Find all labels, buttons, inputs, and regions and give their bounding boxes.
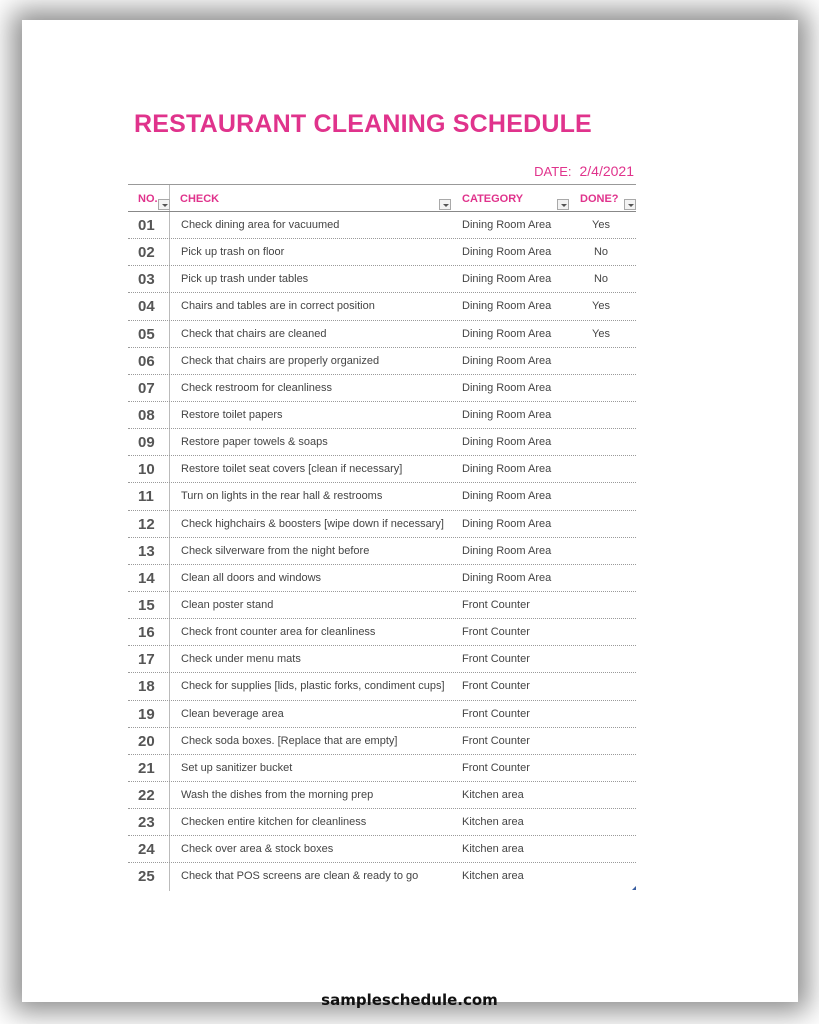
- filter-dropdown-icon[interactable]: [158, 199, 170, 210]
- date-row: [128, 163, 634, 179]
- table-row: [128, 619, 636, 646]
- category-cell: Dining Room Area: [462, 381, 552, 394]
- row-number: 22: [138, 786, 155, 804]
- done-cell: Yes: [592, 300, 610, 313]
- row-number: 06: [138, 352, 155, 370]
- row-number: 13: [138, 542, 155, 560]
- table-row: [128, 592, 636, 619]
- table-row: [128, 212, 636, 239]
- category-cell: Dining Room Area: [462, 544, 552, 557]
- filter-dropdown-icon[interactable]: [624, 199, 636, 210]
- row-number: 16: [138, 624, 155, 642]
- row-number: 08: [138, 406, 155, 424]
- check-item: Check that POS screens are clean & ready to go: [181, 870, 419, 883]
- table-row: [128, 863, 636, 890]
- row-number: 23: [138, 814, 155, 832]
- date-label: DATE:: [534, 164, 572, 179]
- row-number: 18: [138, 678, 155, 696]
- table-row: [128, 483, 636, 510]
- table-row: [128, 728, 636, 755]
- category-cell: Kitchen area: [462, 788, 524, 801]
- check-item: Chairs and tables are in correct position: [181, 300, 375, 313]
- row-number: 03: [138, 271, 155, 289]
- category-cell: Front Counter: [462, 734, 530, 747]
- table-row: [128, 239, 636, 266]
- category-cell: Dining Room Area: [462, 300, 552, 313]
- header-check: CHECK: [180, 193, 220, 205]
- table-row: [128, 782, 636, 809]
- row-number: 19: [138, 705, 155, 723]
- check-item: Check restroom for cleanliness: [181, 381, 333, 394]
- check-item: Set up sanitizer bucket: [181, 761, 293, 774]
- row-number: 05: [138, 325, 155, 343]
- table-row: [128, 701, 636, 728]
- table-row: [128, 673, 636, 700]
- check-item: Turn on lights in the rear hall & restrooms: [181, 490, 383, 503]
- row-number: 11: [138, 488, 154, 506]
- category-cell: Front Counter: [462, 626, 530, 639]
- row-number: 14: [138, 569, 155, 587]
- header-done: DONE?: [580, 193, 619, 205]
- check-item: Restore toilet seat covers [clean if necessary]: [181, 463, 403, 476]
- category-cell: Dining Room Area: [462, 354, 552, 367]
- row-number: 09: [138, 434, 155, 452]
- category-cell: Dining Room Area: [462, 327, 552, 340]
- cleaning-table: [128, 184, 636, 891]
- check-item: Wash the dishes from the morning prep: [181, 788, 374, 801]
- filter-dropdown-icon[interactable]: [439, 199, 451, 210]
- check-item: Check dining area for vacuumed: [181, 219, 340, 231]
- check-item: Pick up trash under tables: [181, 273, 309, 286]
- table-row: [128, 755, 636, 782]
- table-row: [128, 348, 636, 375]
- table-row: [128, 511, 636, 538]
- check-item: Check over area & stock boxes: [181, 843, 334, 856]
- category-cell: Kitchen area: [462, 816, 524, 829]
- document-page: [38, 38, 781, 985]
- table-row: [128, 565, 636, 592]
- row-number: 02: [138, 244, 155, 262]
- table-body: [128, 212, 636, 891]
- check-item: Restore toilet papers: [181, 408, 283, 421]
- table-row: [128, 836, 636, 863]
- table-row: [128, 456, 636, 483]
- row-number: 24: [138, 841, 155, 859]
- check-item: Pick up trash on floor: [181, 246, 285, 259]
- check-item: Check for supplies [lids, plastic forks, condiment cups]: [181, 680, 445, 693]
- category-cell: Dining Room Area: [462, 490, 552, 503]
- table-row: [128, 646, 636, 673]
- row-number: 17: [138, 651, 155, 669]
- table-header: [128, 185, 636, 212]
- check-item: Clean beverage area: [181, 707, 284, 720]
- table-row: [128, 538, 636, 565]
- category-cell: Dining Room Area: [462, 246, 552, 259]
- category-cell: Front Counter: [462, 680, 530, 693]
- check-item: Restore paper towels & soaps: [181, 436, 328, 449]
- table-row: [128, 402, 636, 429]
- category-cell: Dining Room Area: [462, 408, 552, 421]
- row-number: 07: [138, 379, 155, 397]
- date-value: 2/4/2021: [579, 163, 634, 179]
- row-number: 20: [138, 732, 155, 750]
- check-item: Checken entire kitchen for cleanliness: [181, 816, 367, 829]
- table-row: [128, 266, 636, 293]
- category-cell: Front Counter: [462, 761, 530, 774]
- row-number: 12: [138, 515, 155, 533]
- category-cell: Dining Room Area: [462, 463, 552, 476]
- row-number: 10: [138, 461, 155, 479]
- table-row: [128, 293, 636, 320]
- table-row: [128, 809, 636, 836]
- row-number: 01: [138, 217, 155, 234]
- check-item: Clean poster stand: [181, 598, 274, 611]
- row-number: 04: [138, 298, 155, 316]
- category-cell: Dining Room Area: [462, 219, 552, 231]
- check-item: Clean all doors and windows: [181, 571, 322, 584]
- header-no: NO.: [138, 193, 158, 205]
- category-cell: Kitchen area: [462, 843, 524, 856]
- done-cell: Yes: [592, 219, 610, 231]
- filter-dropdown-icon[interactable]: [557, 199, 569, 210]
- table-row: [128, 375, 636, 402]
- table-resize-handle[interactable]: [632, 886, 636, 890]
- check-item: Check highchairs & boosters [wipe down if necessary]: [181, 517, 444, 530]
- row-number: 21: [138, 759, 155, 777]
- table-row: [128, 429, 636, 456]
- category-cell: Dining Room Area: [462, 571, 552, 584]
- check-item: Check that chairs are cleaned: [181, 327, 327, 340]
- check-item: Check that chairs are properly organized: [181, 354, 380, 367]
- category-cell: Dining Room Area: [462, 517, 552, 530]
- document-title: RESTAURANT CLEANING SCHEDULE: [134, 110, 592, 138]
- table-row: [128, 321, 636, 348]
- footer-watermark: sampleschedule.com: [321, 991, 498, 1009]
- row-number: 15: [138, 596, 155, 614]
- done-cell: No: [593, 273, 609, 286]
- header-category: CATEGORY: [462, 193, 524, 205]
- category-cell: Dining Room Area: [462, 436, 552, 449]
- category-cell: Front Counter: [462, 598, 530, 611]
- row-number: 25: [138, 868, 155, 886]
- done-cell: Yes: [592, 327, 610, 340]
- check-item: Check under menu mats: [181, 653, 301, 666]
- check-item: Check soda boxes. [Replace that are empty]: [181, 734, 398, 747]
- category-cell: Dining Room Area: [462, 273, 552, 286]
- check-item: Check silverware from the night before: [181, 544, 370, 557]
- check-item: Check front counter area for cleanliness: [181, 626, 376, 639]
- category-cell: Kitchen area: [462, 870, 524, 883]
- category-cell: Front Counter: [462, 653, 530, 666]
- category-cell: Front Counter: [462, 707, 530, 720]
- done-cell: No: [593, 246, 609, 259]
